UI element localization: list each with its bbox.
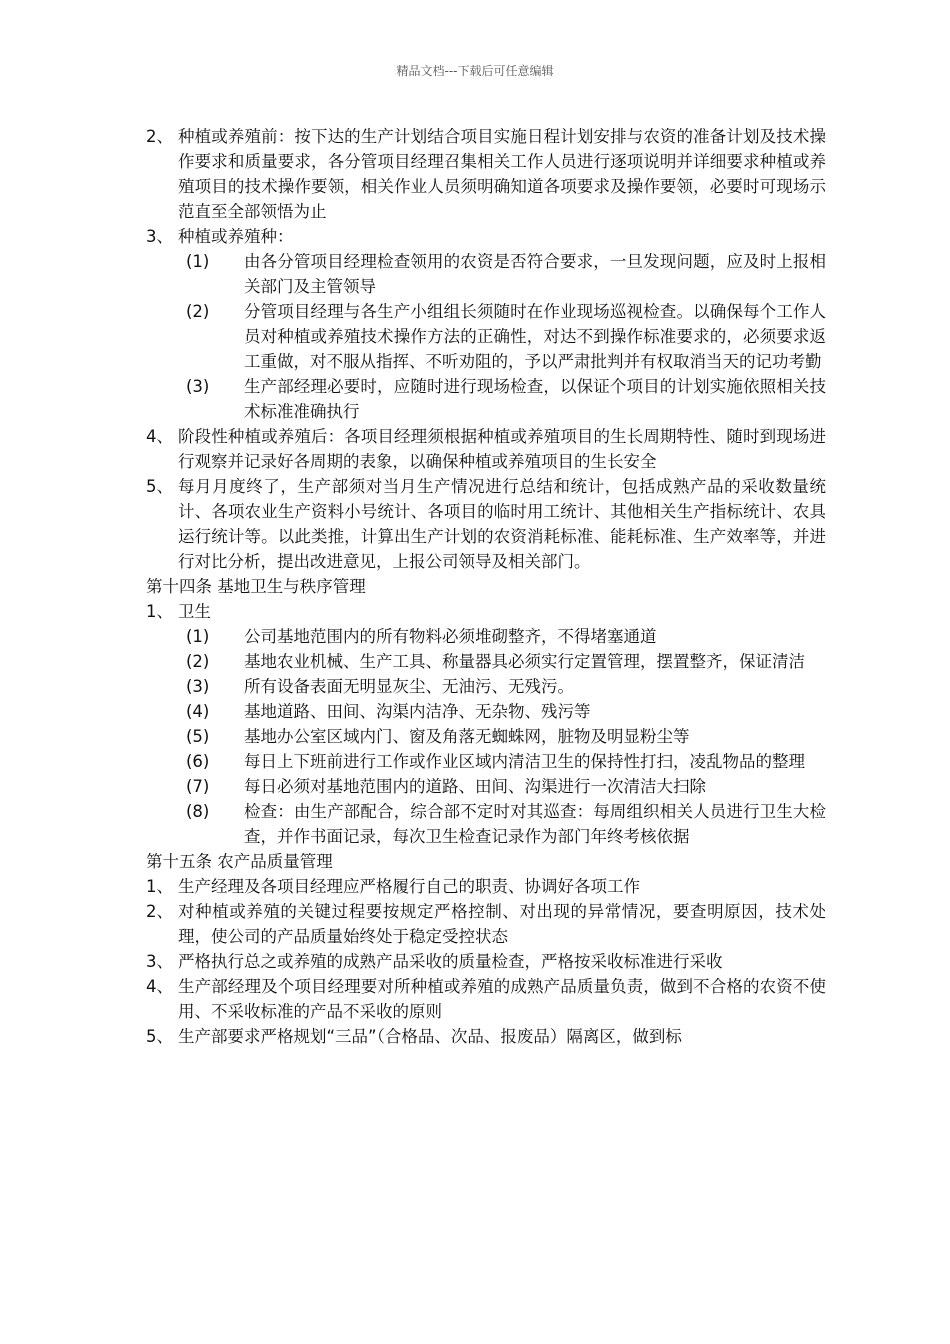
item-text: 基地农业机械、生产工具、称量器具必须实行定置管理，摆置整齐，保证清洁 [244,652,805,671]
item-text: 公司基地范围内的所有物料必须堆砌整齐，不得堵塞通道 [244,627,657,646]
item-number: 2、 [146,902,173,921]
item-text: 生产经理及各项目经理应严格履行自己的职责、协调好各项工作 [178,877,640,896]
list-item [146,474,826,574]
item-number: 1、 [146,602,173,621]
item-number: 4、 [146,977,173,996]
item-number: 4、 [146,427,173,446]
item-number: (3) [186,377,210,396]
item-number: (5) [186,727,210,746]
sub-list-item [146,624,826,649]
article-heading: 第十四条 基地卫生与秩序管理 [146,577,366,596]
sub-list-item [146,799,826,849]
item-text: 种植或养殖种： [178,227,294,246]
item-number: 3、 [146,227,173,246]
item-text: 卫生 [178,602,211,621]
list-item [146,124,826,224]
item-text: 生产部要求严格规划“三品”（合格品、次品、报废品）隔离区，做到标 [178,1027,682,1046]
item-number: (2) [186,652,210,671]
item-number: 5、 [146,1027,173,1046]
sub-list-item [146,649,826,674]
item-text: 分管项目经理与各生产小组组长须随时在作业现场巡视检查。以确保每个工作人员对种植或养殖技术操作方法的正确性，对达不到操作标准要求的，必须要求返工重做，对不服从指挥、不听劝阻的，予以严肃批判并有权取消当天的记功考勤 [244,302,826,371]
item-number: (7) [186,777,210,796]
item-text: 对种植或养殖的关键过程要按规定严格控制、对出现的异常情况，要查明原因，技术处理，使公司的产品质量始终处于稳定受控状态 [178,902,826,946]
list-item [146,224,826,249]
item-number: (3) [186,677,210,696]
sub-list-item [146,724,826,749]
item-text: 检查：由生产部配合，综合部不定时对其巡查：每周组织相关人员进行卫生大检查，并作书面记录，每次卫生检查记录作为部门年终考核依据 [244,802,826,846]
document-body [146,124,826,1049]
page-header: 精品文档---下载后可任意编辑 [396,64,554,78]
item-text: 每日必须对基地范围内的道路、田间、沟渠进行一次清洁大扫除 [244,777,706,796]
item-text: 基地办公室区域内门、窗及角落无蜘蛛网，脏物及明显粉尘等 [244,727,690,746]
sub-list-item [146,749,826,774]
item-number: (1) [186,252,210,271]
article-heading: 第十五条 农产品质量管理 [146,852,333,871]
list-item [146,599,826,624]
item-text: 种植或养殖前：按下达的生产计划结合项目实施日程计划安排与农资的准备计划及技术操作要求和质量要求，各分管项目经理召集相关工作人员进行逐项说明并详细要求种植或养殖项目的技术操作要领，相关作业人员须明确知道各项要求及操作要领，必要时可现场示范直至全部领悟为止 [178,127,826,221]
item-text: 严格执行总之或养殖的成熟产品采收的质量检查，严格按采收标准进行采收 [178,952,723,971]
item-number: 1、 [146,877,173,896]
list-item [146,1024,826,1049]
sub-list-item [146,674,826,699]
item-number: (1) [186,627,210,646]
item-number: (2) [186,302,210,321]
item-text: 每日上下班前进行工作或作业区域内清洁卫生的保持性打扫，凌乱物品的整理 [244,752,805,771]
item-text: 阶段性种植或养殖后：各项目经理须根据种植或养殖项目的生长周期特性、随时到现场进行观察并记录好各周期的表象，以确保种植或养殖项目的生长安全 [178,427,826,471]
item-number: (4) [186,702,210,721]
item-number: 3、 [146,952,173,971]
item-number: (8) [186,802,210,821]
item-text: 基地道路、田间、沟渠内洁净、无杂物、残污等 [244,702,591,721]
sub-list-item [146,299,826,374]
sub-list-item [146,699,826,724]
list-item [146,874,826,899]
item-number: 2、 [146,127,173,146]
list-item [146,949,826,974]
item-number: 5、 [146,477,173,496]
list-item [146,424,826,474]
sub-list-item [146,774,826,799]
item-number: (6) [186,752,210,771]
item-text: 生产部经理及个项目经理要对所种植或养殖的成熟产品质量负责，做到不合格的农资不使用、不采收标准的产品不采收的原则 [178,977,826,1021]
list-item [146,974,826,1024]
item-text: 每月月度终了，生产部须对当月生产情况进行总结和统计，包括成熟产品的采收数量统计、各项农业生产资料小号统计、各项目的临时用工统计、其他相关生产指标统计、农具运行统计等。以此类推，计算出生产计划的农资消耗标准、能耗标准、生产效率等，并进行对比分析，提出改进意见，上报公司领导及相关部门。 [178,477,826,571]
item-text: 由各分管项目经理检查领用的农资是否符合要求，一旦发现问题，应及时上报相关部门及主管领导 [244,252,826,296]
sub-list-item [146,249,826,299]
item-text: 所有设备表面无明显灰尘、无油污、无残污。 [244,677,574,696]
sub-list-item [146,374,826,424]
list-item [146,899,826,949]
item-text: 生产部经理必要时，应随时进行现场检查，以保证个项目的计划实施依照相关技术标准准确执行 [244,377,826,421]
